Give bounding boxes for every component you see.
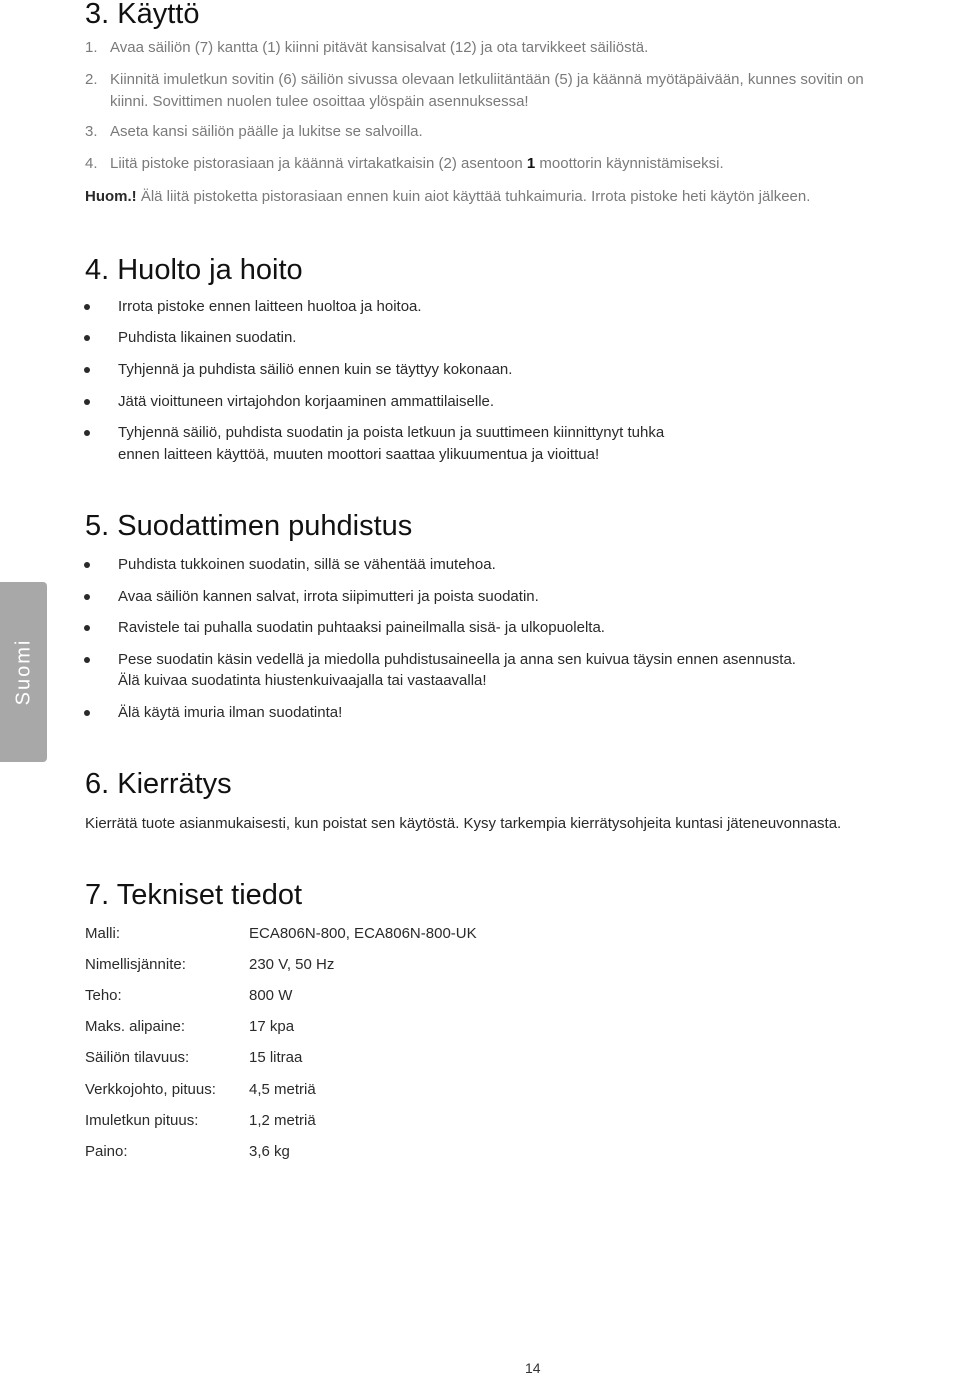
- bullet-icon: [84, 430, 90, 436]
- bullet-icon: [84, 399, 90, 405]
- step-text: Aseta kansi säiliön päälle ja lukitse se salvoilla.: [110, 123, 423, 140]
- section-5-title: 5. Suodattimen puhdistus: [85, 510, 413, 542]
- step-number: 3.: [85, 123, 98, 140]
- bullet-icon: [84, 562, 90, 568]
- page-number: 14: [525, 1360, 541, 1376]
- bullet-icon: [84, 625, 90, 631]
- spec-value: 230 V, 50 Hz: [249, 956, 335, 973]
- section-3-title: 3. Käyttö: [85, 0, 200, 30]
- recycling-text: Kierrätä tuote asianmukaisesti, kun poistat sen käytöstä. Kysy tarkempia kierrätysohjeita kuntasi jäteneuvonnasta.: [85, 815, 842, 832]
- step-text: Liitä pistoke pistorasiaan ja käännä virtakatkaisin (2) asentoon 1 moottorin käynnistämiseksi.: [110, 155, 724, 172]
- spec-value: 800 W: [249, 987, 293, 1004]
- step-number: 2.: [85, 71, 98, 88]
- step-text: kiinni. Sovittimen nuolen tulee osoittaa ylöspäin asennuksessa!: [110, 93, 529, 110]
- bullet-icon: [84, 657, 90, 663]
- section-6-title: 6. Kierrätys: [85, 768, 232, 800]
- language-tab-label: Suomi: [12, 638, 34, 706]
- spec-value: 4,5 metriä: [249, 1081, 316, 1098]
- spec-value: 3,6 kg: [249, 1143, 290, 1160]
- bullet-icon: [84, 367, 90, 373]
- position-value: 1: [526, 155, 536, 172]
- spec-label: Säiliön tilavuus:: [85, 1049, 190, 1066]
- note: [85, 185, 810, 208]
- spec-label: Imuletkun pituus:: [85, 1112, 199, 1129]
- spec-label: Malli:: [85, 925, 121, 942]
- step-number: 1.: [85, 39, 98, 56]
- spec-label: Maks. alipaine:: [85, 1018, 186, 1035]
- spec-label: Paino:: [85, 1143, 128, 1160]
- bullet-icon: [84, 710, 90, 716]
- spec-label: Verkkojohto, pituus:: [85, 1081, 216, 1098]
- language-tab: [0, 582, 47, 762]
- section-4-title: 4. Huolto ja hoito: [85, 254, 303, 286]
- bullet-icon: [84, 594, 90, 600]
- bullet-icon: [84, 304, 90, 310]
- bullet-icon: [84, 335, 90, 341]
- spec-label: Teho:: [85, 987, 122, 1004]
- spec-value: 1,2 metriä: [249, 1112, 316, 1129]
- section-7-title: 7. Tekniset tiedot: [85, 879, 303, 911]
- step-text: Kiinnitä imuletkun sovitin (6) säiliön sivussa olevaan letkuliitäntään (5) ja käännä myötäpäivään, kunnes sovitin on: [110, 71, 864, 88]
- note-label: Huom.!: [85, 188, 137, 205]
- spec-label: Nimellisjännite:: [85, 956, 186, 973]
- spec-value: 17 kpa: [249, 1018, 295, 1035]
- step-text: Avaa säiliön (7) kantta (1) kiinni pitävät kansisalvat (12) ja ota tarvikkeet säiliöstä.: [110, 39, 649, 56]
- step-number: 4.: [85, 155, 98, 172]
- spec-value: ECA806N-800, ECA806N-800-UK: [249, 925, 477, 942]
- spec-value: 15 litraa: [249, 1049, 303, 1066]
- note-text: Älä liitä pistoketta pistorasiaan ennen kuin aiot käyttää tuhkaimuria. Irrota pistoke heti käytön jälkeen.: [136, 188, 811, 205]
